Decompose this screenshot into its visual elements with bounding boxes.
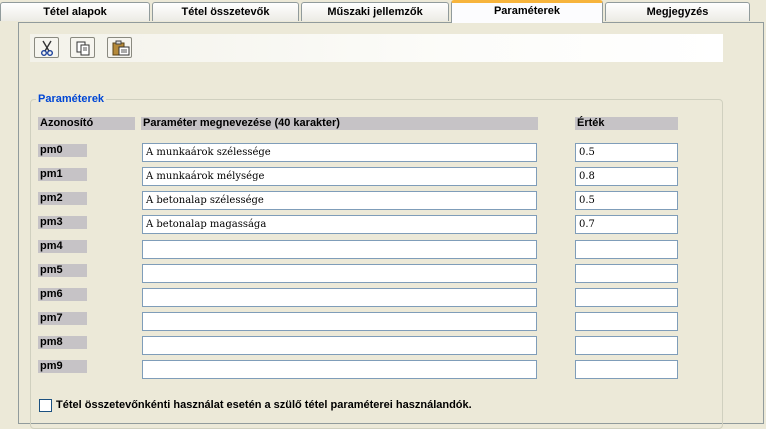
toolbar	[30, 34, 723, 62]
param-id-label: pm8	[38, 336, 87, 349]
column-header-value: Érték	[575, 117, 678, 130]
param-name-input[interactable]	[142, 240, 537, 259]
param-id-label: pm2	[38, 192, 87, 205]
param-id-label: pm6	[38, 288, 87, 301]
param-value-input[interactable]: 0.5	[575, 191, 678, 210]
tab-muszaki-jellemzok[interactable]: Műszaki jellemzők	[301, 2, 449, 21]
param-value-input[interactable]: 0.5	[575, 143, 678, 162]
param-name-input[interactable]	[142, 288, 537, 307]
param-name-input[interactable]	[142, 360, 537, 379]
param-id-label: pm1	[38, 168, 87, 181]
copy-button[interactable]	[70, 37, 95, 58]
tab-tetel-osszetevok[interactable]: Tétel összetevők	[152, 2, 299, 21]
tab-megjegyzes[interactable]: Megjegyzés	[605, 2, 750, 21]
param-value-input[interactable]: 0.8	[575, 167, 678, 186]
param-name-input[interactable]: A munkaárok mélysége	[142, 167, 537, 186]
param-id-label: pm0	[38, 144, 87, 157]
param-id-label: pm4	[38, 240, 87, 253]
param-value-input[interactable]	[575, 360, 678, 379]
column-header-id: Azonosító	[38, 117, 135, 130]
param-value-input[interactable]	[575, 312, 678, 331]
param-value-input[interactable]	[575, 336, 678, 355]
param-name-input[interactable]: A munkaárok szélessége	[142, 143, 537, 162]
param-name-input[interactable]	[142, 336, 537, 355]
param-name-input[interactable]: A betonalap magassága	[142, 215, 537, 234]
tab-parameterek[interactable]: Paraméterek	[451, 0, 603, 23]
groupbox-title: Paraméterek	[38, 93, 105, 105]
tab-tetel-alapok[interactable]: Tétel alapok	[0, 2, 150, 21]
param-id-label: pm9	[38, 360, 87, 373]
param-id-label: pm5	[38, 264, 87, 277]
tab-bar	[0, 0, 766, 22]
use-parent-params-checkbox[interactable]	[39, 399, 52, 412]
param-name-input[interactable]	[142, 312, 537, 331]
paste-button[interactable]	[107, 37, 132, 58]
param-id-label: pm3	[38, 216, 87, 229]
column-header-name: Paraméter megnevezése (40 karakter)	[141, 117, 538, 130]
param-value-input[interactable]	[575, 288, 678, 307]
param-value-input[interactable]: 0.7	[575, 215, 678, 234]
param-value-input[interactable]	[575, 264, 678, 283]
param-value-input[interactable]	[575, 240, 678, 259]
cut-button[interactable]	[34, 37, 59, 58]
param-name-input[interactable]: A betonalap szélessége	[142, 191, 537, 210]
param-id-label: pm7	[38, 312, 87, 325]
param-name-input[interactable]	[142, 264, 537, 283]
use-parent-params-label: Tétel összetevőnkénti használat esetén a szülő tétel paraméterei használandók.	[56, 399, 472, 411]
